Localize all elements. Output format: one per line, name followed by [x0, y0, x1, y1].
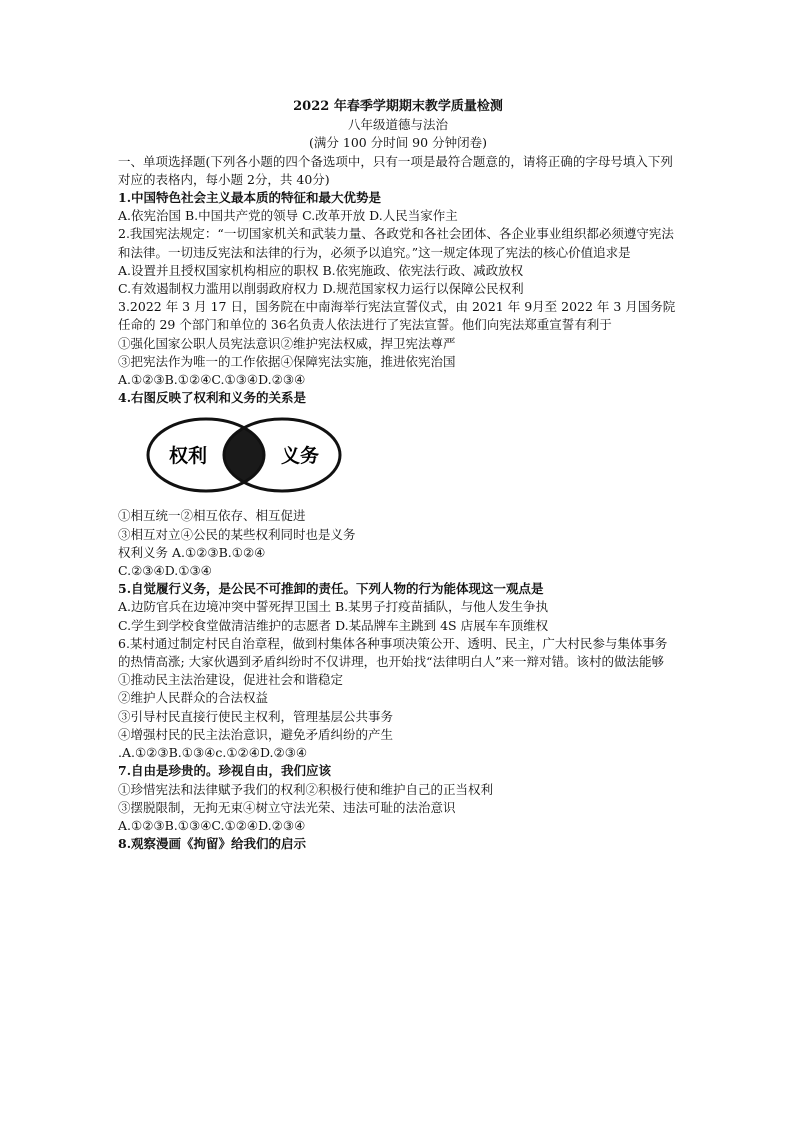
- venn-left-label: 权利: [168, 445, 208, 468]
- question-6-statement-2: ②维护人民群众的合法权益: [118, 690, 269, 706]
- exam-subject: 八年级道德与法治: [347, 117, 448, 133]
- question-8-stem: 8.观察漫画《拘留》给我们的启示: [118, 836, 307, 852]
- question-2-stem: 2.我国宪法规定：“一切国家机关和武装力量、各政党和各社会团体、各企业事业组织都必须遵守宪法和法律。一切违反宪法和法律的行为，必须予以追究。”这一规定体现了宪法的核心价值追求是: [118, 226, 674, 260]
- question-5-options-ab: A.边防官兵在边境冲突中誓死捍卫国土 B.某男子打疫苗插队，与他人发生争执: [118, 599, 549, 615]
- exam-title: 2022 年春季学期期末教学质量检测: [293, 99, 503, 114]
- question-4-statements-34: ③相互对立④公民的某些权利同时也是义务: [118, 526, 356, 542]
- question-4-options-ab: 权利义务 A.①②③B.①②④: [118, 544, 266, 560]
- question-4-stem: 4.右图反映了权利和义务的关系是: [118, 390, 307, 406]
- question-7-statements-34: ③摆脱限制，无拘无束④树立守法光荣、违法可耻的法治意识: [118, 799, 456, 815]
- question-1-options: A.依宪治国 B.中国共产党的领导 C.改革开放 D.人民当家作主: [118, 208, 458, 224]
- question-1-stem: 1.中国特色社会主义最本质的特征和最大优势是: [118, 190, 382, 206]
- question-2-options-cd: C.有效遏制权力滥用以削弱政府权力 D.规范国家权力运行以保障公民权利: [118, 281, 524, 297]
- question-4-options-cd: C.②③④D.①③④: [118, 563, 212, 579]
- question-3-stem: 3.2022 年 3 月 17 日，国务院在中南海举行宪法宣誓仪式，由 2021 年 9月至 2022 年 3 月国务院任命的 29 个部门和单位的 36名负责人依法进行了宪法宣誓。他们向宪法郑重宣誓有利于: [118, 299, 676, 333]
- question-3-statements-12: ①强化国家公职人员宪法意识②维护宪法权威，捍卫宪法尊严: [118, 335, 456, 351]
- question-4-statements-12: ①相互统一②相互依存、相互促进: [118, 508, 306, 524]
- question-6-stem: 6.某村通过制定村民自治章程，做到村集体各种事项决策公开、透明、民主，广大村民参与集体事务的热情高涨; 大家伙遇到矛盾纠纷时不仅讲理，也开始找“法律明白人”来一辩对错。该村的做法能够: [118, 635, 668, 670]
- question-2-options-ab: A.设置并且授权国家机构相应的职权 B.依宪施政、依宪法行政、减政放权: [118, 262, 524, 278]
- question-7-statements-12: ①珍惜宪法和法律赋予我们的权利②积极行使和维护自己的正当权利: [118, 781, 494, 797]
- question-6-statement-1: ①推动民主法治建设，促进社会和谐稳定: [118, 672, 344, 688]
- exam-page: [118, 98, 678, 853]
- rights-duties-venn-diagram: [144, 411, 344, 501]
- question-7-options: A.①②③B.①③④C.①②④D.②③④: [118, 817, 306, 833]
- venn-right-label: 义务: [280, 445, 320, 468]
- question-6-options: .A.①②③B.①③④c.①②④D.②③④: [118, 745, 308, 761]
- question-7-stem: 7.自由是珍贵的。珍视自由，我们应该: [118, 763, 332, 779]
- question-3-statements-34: ③把宪法作为唯一的工作依据④保障宪法实施，推进依宪治国: [118, 353, 456, 369]
- venn-svg: [144, 411, 344, 501]
- question-3-options: A.①②③B.①②④C.①③④D.②③④: [118, 372, 306, 388]
- section-heading: 一、单项选择题(下列各小题的四个备选项中，只有一项是最符合题意的，请将正确的字母号填入下列对应的表格内，每小题 2分，共 40分): [118, 153, 673, 187]
- question-5-stem: 5.自觉履行义务，是公民不可推卸的责任。下列人物的行为能体现这一观点是: [118, 581, 544, 597]
- question-6-statement-4: ④增强村民的民主法治意识，避免矛盾纠纷的产生: [118, 726, 394, 742]
- exam-meta: (满分 100 分时间 90 分钟闭卷): [309, 135, 487, 151]
- question-6-statement-3: ③引导村民直接行使民主权利，管理基层公共事务: [118, 708, 394, 724]
- question-5-options-cd: C.学生到学校食堂做清洁维护的志愿者 D.某品牌车主跳到 4S 店展车车顶维权: [118, 617, 549, 633]
